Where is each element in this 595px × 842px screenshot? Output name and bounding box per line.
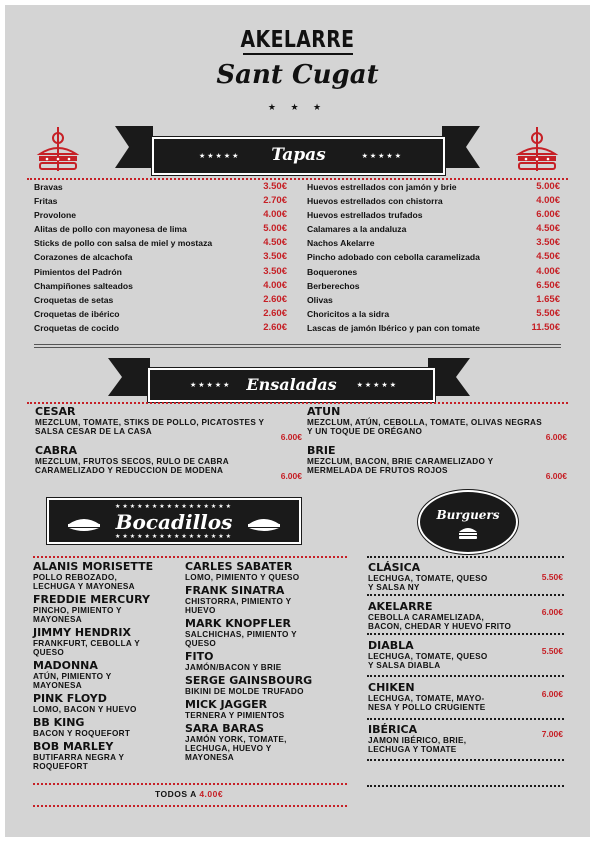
section-rule [34, 347, 561, 348]
bocadillo-title: MARK KNOPFLER [185, 617, 291, 630]
dotted-divider [367, 759, 564, 761]
todos-label: TODOS A [155, 789, 197, 799]
dotted-divider [367, 785, 564, 787]
burger-desc: CEBOLLA CARAMELIZADA, BACON, CHEDAR Y HUEVO FRITO [368, 613, 512, 631]
burger-price: 5.50€ [541, 646, 563, 656]
brand-stars: ★ ★ ★ [267, 102, 328, 112]
bocadillo-item [33, 627, 183, 657]
tapa-name: Nachos Akelarre [307, 238, 375, 249]
brand-location: Sant Cugat [216, 60, 379, 90]
tapas-list-left [34, 180, 287, 335]
salad-desc: MEZCLUM, FRUTOS SECOS, RULO DE CABRA CARAMELIZADO Y REDUCCION DE MODENA [35, 457, 229, 475]
bocadillo-desc: FRANKFURT, CEBOLLA Y QUESO [33, 639, 140, 657]
burger-item [368, 682, 563, 712]
salad-item [307, 445, 567, 481]
bocadillo-item [33, 561, 183, 591]
ensaladas-banner [148, 368, 435, 402]
dotted-divider [27, 402, 568, 404]
tapa-price: 11.50€ [531, 321, 560, 333]
tapa-row [34, 208, 287, 222]
burger-item [368, 724, 563, 754]
tapa-name: Huevos estrellados con jamón y brie [307, 182, 457, 192]
burger-desc: LECHUGA, TOMATE, MAYO- NESA Y POLLO CRUGIENTE [368, 694, 486, 712]
burger-price: 6.00€ [541, 607, 563, 617]
bocadillo-item [185, 651, 345, 672]
banner-stars-left: ★★★★★ [199, 153, 241, 160]
tapa-price: 3.50€ [536, 237, 560, 249]
banner-stars-right: ★★★★★ [356, 382, 398, 389]
tapa-row [34, 307, 287, 321]
tapa-price: 2.60€ [263, 321, 287, 333]
tapa-name: Champiñones salteados [34, 280, 133, 291]
bocadillo-desc: BACON Y ROQUEFORT [33, 729, 131, 738]
banner-stars-bottom: ★★★★★★★★★★★★★★★★ [114, 534, 234, 540]
tapa-row [307, 180, 560, 194]
tapa-name: Fritas [34, 196, 58, 207]
burger-price: 7.00€ [541, 729, 563, 739]
tapa-price: 5.00€ [263, 223, 287, 235]
bocadillo-desc: LOMO, PIMIENTO Y QUESO [185, 573, 300, 582]
tapa-name: Bravas [34, 182, 63, 192]
bocadillo-desc: JAMÓN YORK, TOMATE, LECHUGA, HUEVO Y MAYONESA [185, 735, 287, 762]
salad-item [35, 406, 302, 442]
tapa-row [307, 307, 560, 321]
tapa-row [34, 250, 287, 264]
section-title-burguers: Burguers [436, 508, 500, 522]
tapa-row [34, 321, 287, 335]
tapa-name: Sticks de pollo con salsa de miel y mostaza [34, 238, 213, 249]
salad-price: 6.00€ [545, 432, 567, 442]
bocadillo-item [33, 741, 183, 771]
bocadillo-title: MADONNA [33, 659, 98, 672]
tapa-row [307, 236, 560, 250]
tapa-name: Croquetas de cocido [34, 322, 119, 333]
bocadillo-item [185, 723, 345, 762]
tapa-row [307, 250, 560, 264]
bocadillo-desc: CHISTORRA, PIMIENTO Y HUEVO [185, 597, 292, 615]
salad-item [307, 406, 567, 442]
section-title-bocadillos: Bocadillos [115, 510, 233, 534]
tapa-name: Corazones de alcachofa [34, 252, 133, 263]
sandwich-icon [247, 516, 281, 532]
bocadillo-desc: PINCHO, PIMIENTO Y MAYONESA [33, 606, 122, 624]
bocadillo-title: SERGE GAINSBOURG [185, 674, 313, 687]
bocadillos-price-note [155, 789, 223, 799]
burger-title: CLÁSICA [368, 561, 421, 574]
burger-title: DIABLA [368, 639, 414, 652]
bocadillo-item [33, 693, 183, 714]
tapa-name: Pincho adobado con cebolla caramelizada [307, 252, 480, 263]
salad-desc: MEZCLUM, ATÚN, CEBOLLA, TOMATE, OLIVAS NEGRAS Y UN TOQUE DE ORÉGANO [307, 418, 543, 436]
bocadillo-desc: BIKINI DE MOLDE TRUFADO [185, 687, 304, 696]
tapa-name: Olivas [307, 294, 333, 305]
salad-item [35, 445, 302, 481]
tapa-row [307, 293, 560, 307]
tapa-price: 3.50€ [263, 181, 287, 192]
bocadillo-title: CARLES SABATER [185, 560, 293, 573]
banner-stars-left: ★★★★★ [190, 382, 232, 389]
tapa-row [307, 222, 560, 236]
dotted-divider [33, 556, 347, 558]
tapa-name: Huevos estrellados con chistorra [307, 196, 443, 207]
section-title-ensaladas: Ensaladas [246, 375, 337, 394]
section-rule [34, 344, 561, 345]
bocadillo-desc: ATÚN, PIMIENTO Y MAYONESA [33, 672, 112, 690]
bocadillos-banner [47, 498, 301, 544]
tapa-name: Choricitos a la sidra [307, 308, 390, 319]
tapa-name: Boquerones [307, 266, 358, 277]
bocadillo-title: BOB MARLEY [33, 740, 114, 753]
tapa-price: 6.00€ [536, 209, 560, 221]
tapas-list-right [307, 180, 560, 335]
skewer-sandwich-icon [33, 127, 83, 175]
burger-icon [458, 526, 478, 540]
bocadillo-desc: POLLO REBOZADO, LECHUGA Y MAYONESA [33, 573, 135, 591]
tapa-name: Croquetas de setas [34, 294, 114, 305]
bocadillo-item [185, 699, 345, 720]
bocadillo-desc: LOMO, BACON Y HUEVO [33, 705, 137, 714]
dotted-divider [367, 594, 564, 596]
tapa-row [34, 293, 287, 307]
tapa-row [307, 194, 560, 208]
salad-price: 6.00€ [280, 471, 302, 481]
tapa-row [34, 194, 287, 208]
sandwich-icon [67, 516, 101, 532]
brand-name: AKELARRE [240, 27, 355, 53]
tapa-price: 4.50€ [536, 223, 560, 235]
tapa-row [34, 265, 287, 279]
bocadillo-title: FREDDIE MERCURY [33, 593, 150, 606]
tapa-name: Lascas de jamón Ibérico y pan con tomate [307, 322, 480, 333]
salad-title: CESAR [35, 405, 76, 418]
bocadillo-desc: JAMÓN/BACON Y BRIE [185, 663, 282, 672]
tapa-row [307, 265, 560, 279]
bocadillo-title: PINK FLOYD [33, 692, 107, 705]
tapa-price: 5.50€ [536, 307, 560, 319]
bocadillo-item [33, 660, 183, 690]
todos-price: 4.00€ [199, 789, 224, 799]
tapa-price: 3.50€ [263, 251, 287, 263]
tapa-row [34, 222, 287, 236]
dotted-divider [367, 675, 564, 677]
salad-price: 6.00€ [280, 432, 302, 442]
bocadillo-title: ALANIS MORISETTE [33, 560, 154, 573]
tapa-price: 6.50€ [536, 279, 560, 291]
tapa-price: 4.00€ [263, 209, 287, 221]
tapa-price: 2.60€ [263, 293, 287, 305]
bocadillo-title: SARA BARAS [185, 722, 265, 735]
burger-price: 5.50€ [541, 572, 563, 582]
tapa-row [307, 279, 560, 293]
burger-title: CHIKEN [368, 681, 415, 694]
banner-stars-top: ★★★★★★★★★★★★★★★★ [114, 504, 234, 510]
burger-item [368, 562, 563, 592]
logo-divider [243, 53, 353, 55]
burger-desc: JAMON IBÉRICO, BRIE, LECHUGA Y TOMATE [368, 736, 467, 754]
burger-item [368, 640, 563, 670]
bocadillo-item [33, 717, 183, 738]
salad-title: BRIE [307, 444, 336, 457]
tapa-row [34, 180, 287, 194]
salad-title: CABRA [35, 444, 77, 457]
tapa-price: 2.70€ [263, 195, 287, 207]
burger-desc: LECHUGA, TOMATE, QUESO Y SALSA NY [368, 574, 488, 592]
tapa-price: 1.65€ [536, 293, 560, 305]
salad-desc: MEZCLUM, BACON, BRIE CARAMELIZADO Y MERMELADA DE FRUTOS ROJOS [307, 457, 494, 475]
burger-item [368, 601, 563, 631]
tapa-price: 3.50€ [263, 265, 287, 277]
tapa-name: Calamares a la andaluza [307, 224, 407, 235]
dotted-divider [367, 633, 564, 635]
dotted-divider [33, 805, 347, 807]
tapa-name: Pimientos del Padrón [34, 266, 122, 277]
bocadillo-item [185, 675, 345, 696]
tapa-row [34, 279, 287, 293]
bocadillo-title: MICK JAGGER [185, 698, 268, 711]
burger-title: IBÉRICA [368, 723, 418, 736]
bocadillo-title: JIMMY HENDRIX [33, 626, 131, 639]
bocadillos-list-2 [185, 561, 345, 765]
tapa-row [307, 321, 560, 335]
section-title-tapas: Tapas [271, 145, 326, 165]
tapa-name: Huevos estrellados trufados [307, 210, 423, 221]
bocadillo-desc: TERNERA Y PIMIENTOS [185, 711, 285, 720]
bocadillo-item [185, 585, 345, 615]
bocadillo-title: BB KING [33, 716, 85, 729]
salad-desc: MEZCLUM, TOMATE, STIKS DE POLLO, PICATOSTES Y SALSA CESAR DE LA CASA [35, 418, 265, 436]
tapa-row [307, 208, 560, 222]
tapas-banner [152, 137, 445, 175]
tapa-name: Croquetas de ibérico [34, 308, 120, 319]
salad-price: 6.00€ [545, 471, 567, 481]
tapa-name: Berberechos [307, 280, 360, 291]
dotted-divider [367, 556, 564, 558]
banner-stars-right: ★★★★★ [361, 153, 403, 160]
tapa-price: 4.50€ [536, 251, 560, 263]
tapa-price: 4.00€ [263, 279, 287, 291]
bocadillo-desc: SALCHICHAS, PIMIENTO Y QUESO [185, 630, 297, 648]
tapa-name: Provolone [34, 210, 77, 221]
bocadillo-item [33, 594, 183, 624]
bocadillo-desc: BUTIFARRA NEGRA Y ROQUEFORT [33, 753, 125, 771]
burguers-badge [418, 490, 518, 554]
burger-desc: LECHUGA, TOMATE, QUESO Y SALSA DIABLA [368, 652, 488, 670]
dotted-divider [33, 783, 347, 785]
salad-title: ATUN [307, 405, 341, 418]
burger-price: 6.00€ [541, 689, 563, 699]
bocadillo-title: FRANK SINATRA [185, 584, 285, 597]
bocadillo-item [185, 561, 345, 582]
dotted-divider [367, 718, 564, 720]
burger-title: AKELARRE [368, 600, 433, 613]
bocadillo-item [185, 618, 345, 648]
tapa-price: 4.00€ [536, 265, 560, 277]
tapa-price: 5.00€ [536, 181, 560, 192]
tapa-price: 4.50€ [263, 237, 287, 249]
tapa-name: Alitas de pollo con mayonesa de lima [34, 224, 187, 235]
tapa-row [34, 236, 287, 250]
bocadillos-list-1 [33, 561, 183, 774]
menu-sheet [5, 5, 590, 837]
bocadillo-title: FITO [185, 650, 214, 663]
tapa-price: 4.00€ [536, 195, 560, 207]
skewer-sandwich-icon [512, 127, 562, 175]
tapa-price: 2.60€ [263, 307, 287, 319]
